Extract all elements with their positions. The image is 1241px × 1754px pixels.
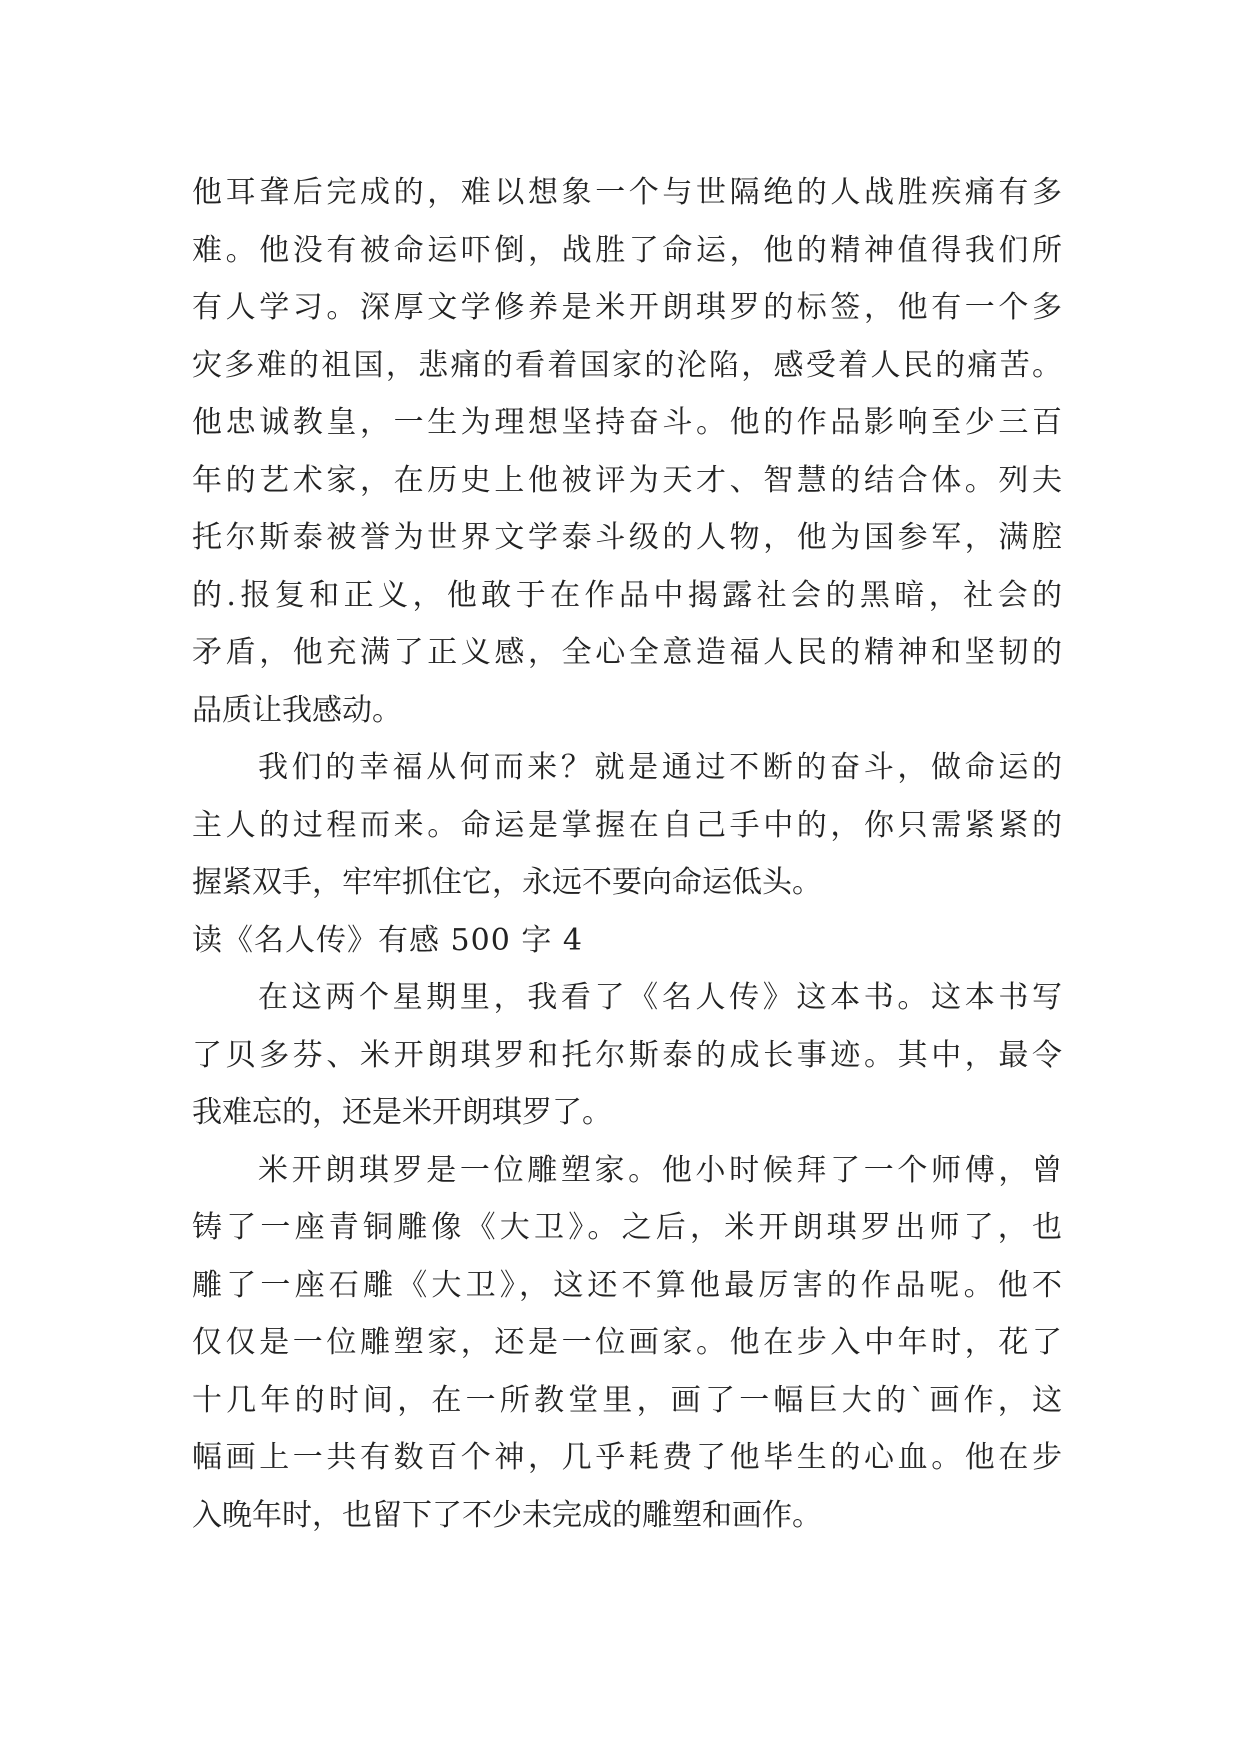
text-line: 雕了一座石雕《大卫》，这还不算他最厉害的作品呢。他不	[192, 1267, 1062, 1303]
text-line: 铸了一座青铜雕像《大卫》。之后，米开朗琪罗出师了，也	[192, 1210, 1062, 1245]
text-line: 仅仅是一位雕塑家，还是一位画家。他在步入中年时，花了	[192, 1325, 1062, 1360]
article-body	[192, 164, 1062, 1544]
paragraph-michelangelo	[192, 1142, 1062, 1545]
text-line: 年的艺术家，在历史上他被评为天才、智慧的结合体。列夫	[192, 462, 1062, 498]
text-line: 他耳聋后完成的，难以想象一个与世隔绝的人战胜疾痛有多	[192, 175, 1062, 210]
text-line: 的.报复和正义，他敢于在作品中揭露社会的黑暗，社会的	[192, 577, 1062, 613]
text-line: 我们的幸福从何而来？就是通过不断的奋斗，做命运的	[258, 750, 1062, 785]
text-line: 难。他没有被命运吓倒，战胜了命运，他的精神值得我们所	[192, 232, 1062, 268]
text-line: 握紧双手，牢牢抓住它，永远不要向命运低头。	[192, 865, 822, 900]
paragraph-intro	[192, 969, 1062, 1142]
text-line: 托尔斯泰被誉为世界文学泰斗级的人物，他为国参军，满腔	[192, 520, 1062, 555]
text-line: 他忠诚教皇，一生为理想坚持奋斗。他的作品影响至少三百	[192, 405, 1062, 440]
text-line: 米开朗琪罗是一位雕塑家。他小时候拜了一个师傅，曾	[258, 1152, 1062, 1188]
text-line: 我难忘的，还是米开朗琪罗了。	[192, 1095, 612, 1130]
text-line: 有人学习。深厚文学修养是米开朗琪罗的标签，他有一个多	[192, 290, 1062, 325]
text-line: 主人的过程而来。命运是掌握在自己手中的，你只需紧紧的	[192, 807, 1062, 843]
text-line: 品质让我感动。	[192, 692, 402, 728]
paragraph-happiness	[192, 739, 1062, 912]
section-heading: 读《名人传》有感 500 字 4	[192, 922, 583, 958]
text-line: 矛盾，他充满了正义感，全心全意造福人民的精神和坚韧的	[192, 635, 1062, 670]
paragraph-continued	[192, 164, 1062, 739]
text-line: 了贝多芬、米开朗琪罗和托尔斯泰的成长事迹。其中，最令	[192, 1037, 1062, 1073]
text-line: 在这两个星期里，我看了《名人传》这本书。这本书写	[258, 980, 1062, 1015]
text-line: 幅画上一共有数百个神，几乎耗费了他毕生的心血。他在步	[192, 1440, 1062, 1475]
text-line: 灾多难的祖国，悲痛的看着国家的沦陷，感受着人民的痛苦。	[192, 347, 1062, 383]
text-line: 十几年的时间，在一所教堂里，画了一幅巨大的`画作，这	[192, 1382, 1062, 1418]
text-line: 入晚年时，也留下了不少未完成的雕塑和画作。	[192, 1497, 822, 1533]
